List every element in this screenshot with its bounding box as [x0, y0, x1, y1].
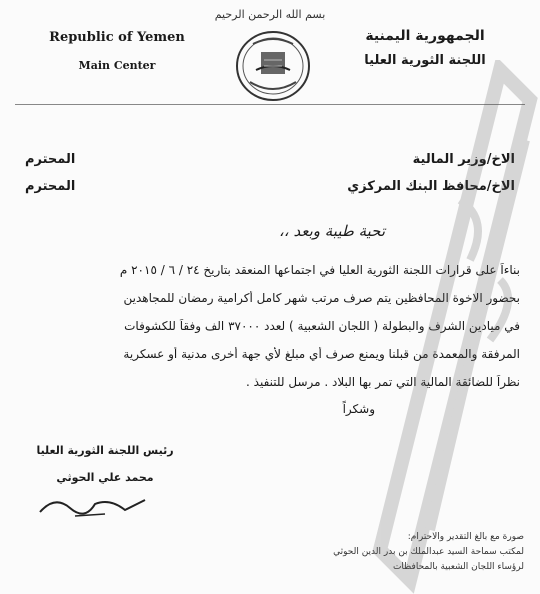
body-line: المرفقة والمعمدة من قبلنا ويمنع صرف أي مبلغ لأي جهة أخرى مدنية أو عسكرية	[123, 347, 520, 361]
letterhead-subtitle-arabic: اللجنة الثورية العليا	[364, 53, 486, 68]
addressee-label: الاخ/محافظ البنك المركزي	[347, 179, 515, 194]
committee-logo	[228, 24, 318, 104]
body-line: نظراً للضائقة المالية التي تمر بها البلاد . مرسل للتنفيذ .	[246, 375, 520, 389]
letterhead-title-english: Republic of Yemen	[49, 30, 185, 45]
cc-line: لرؤساء اللجان الشعبية بالمحافظات	[392, 562, 524, 572]
addressee-label: الاخ/وزير المالية	[412, 152, 515, 167]
greeting: تحية طيبة وبعد ،،	[279, 222, 385, 240]
diagonal-watermark-stamp	[350, 60, 540, 594]
body-line: بحضور الاخوة المحافظين يتم صرف مرتب شهر كامل أكرامية رمضان للمجاهدين	[123, 291, 520, 305]
addressee-honorific: المحترم	[25, 179, 76, 194]
signatory-title: رئيس اللجنة الثورية العليا	[36, 444, 174, 457]
letterhead-title-arabic: الجمهورية اليمنية	[365, 28, 485, 44]
closing-thanks: وشكراً	[342, 402, 375, 416]
signatory-name: محمد علي الحوثي	[56, 471, 154, 484]
basmala: بسم الله الرحمن الرحيم	[214, 8, 326, 21]
handwritten-signature	[35, 490, 155, 520]
body-line: بناءاً على قرارات اللجنة الثورية العليا في اجتماعها المنعقد بتاريخ ٢٤ / ٦ / ٢٠١٥ م	[119, 263, 520, 277]
body-line: في ميادين الشرف والبطولة ( اللجان الشعبية ) لعدد ٣٧٠٠٠ الف وفقاً للكشوفات	[124, 319, 520, 333]
letterhead-english	[22, 30, 212, 72]
cc-line: لمكتب سماحة السيد عبدالملك بن بدر الدين الحوثي	[333, 547, 524, 557]
addressee-honorific: المحترم	[25, 152, 76, 167]
letterhead-subtitle-english: Main Center	[78, 59, 156, 72]
cc-line: صورة مع بالغ التقدير والاحترام:	[407, 532, 524, 542]
